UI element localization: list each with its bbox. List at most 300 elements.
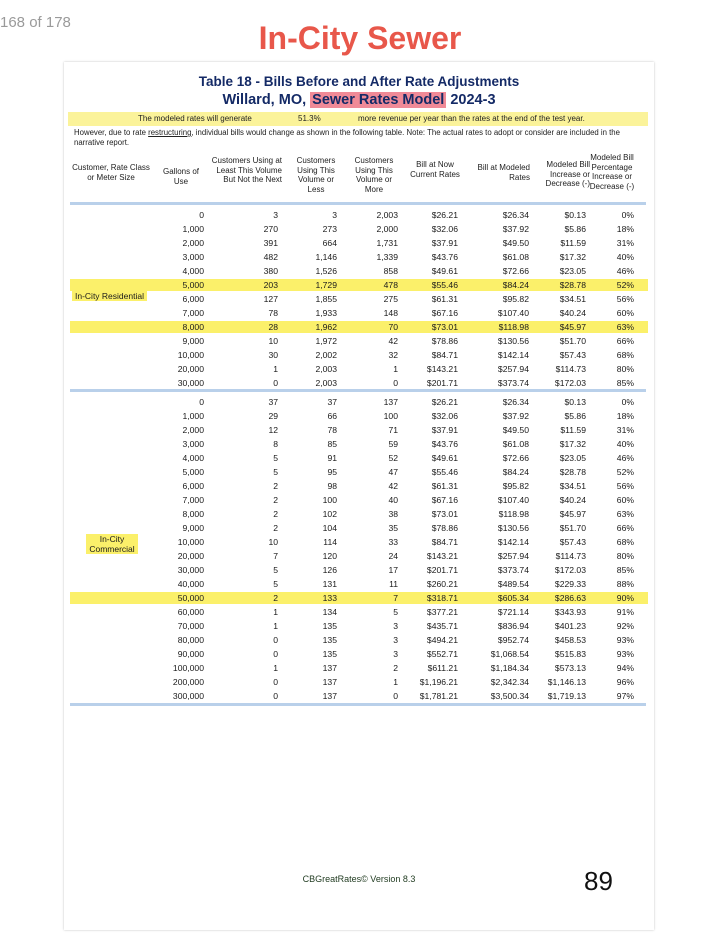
cell-bill-increase: $45.97: [559, 322, 586, 332]
cell-customers-or-less: 104: [322, 523, 337, 533]
cell-gallons: 1,000: [182, 411, 204, 421]
table-row: [64, 647, 654, 661]
cell-bill-increase: $17.32: [559, 252, 586, 262]
cell-customers-or-less: 126: [322, 565, 337, 575]
cell-bill-increase: $573.13: [554, 663, 586, 673]
cell-bill-modeled: $952.74: [497, 635, 529, 645]
cell-gallons: 5,000: [182, 467, 204, 477]
cell-gallons: 0: [199, 397, 204, 407]
cell-customers-or-less: 120: [322, 551, 337, 561]
cell-customers-at-least: 29: [268, 411, 278, 421]
table-row: [64, 306, 654, 320]
cell-bill-percentage: 40%: [616, 439, 634, 449]
cell-customers-or-less: 1,146: [315, 252, 337, 262]
cell-customers-or-more: 38: [388, 509, 398, 519]
cell-gallons: 9,000: [182, 336, 204, 346]
cell-customers-or-less: 1,962: [315, 322, 337, 332]
cell-bill-modeled: $107.40: [497, 308, 529, 318]
cell-bill-current: $1,196.21: [419, 677, 458, 687]
cell-bill-increase: $229.33: [554, 579, 586, 589]
cell-customers-at-least: 0: [273, 378, 278, 388]
cell-bill-modeled: $49.50: [502, 238, 529, 248]
cell-bill-current: $67.16: [431, 308, 458, 318]
cell-bill-increase: $458.53: [554, 635, 586, 645]
cell-gallons: 60,000: [177, 607, 204, 617]
page-heading: In-City Sewer: [258, 20, 462, 56]
header-bill-increase: Modeled Bill Increase or Decrease (-): [545, 160, 590, 189]
cell-bill-percentage: 0%: [621, 210, 634, 220]
cell-customers-at-least: 5: [273, 453, 278, 463]
cell-customers-or-more: 2: [393, 663, 398, 673]
section-label-residential: In-City Residential: [72, 291, 147, 301]
cell-customers-at-least: 1: [273, 364, 278, 374]
cell-bill-percentage: 91%: [616, 607, 634, 617]
cell-bill-current: $67.16: [431, 495, 458, 505]
cell-bill-percentage: 66%: [616, 523, 634, 533]
cell-bill-percentage: 0%: [621, 397, 634, 407]
cell-bill-increase: $17.32: [559, 439, 586, 449]
page-counter: 168 of 178: [0, 14, 71, 31]
cell-customers-or-more: 42: [388, 336, 398, 346]
cell-bill-percentage: 92%: [616, 621, 634, 631]
cell-bill-increase: $0.13: [564, 397, 586, 407]
cell-gallons: 5,000: [182, 280, 204, 290]
cell-customers-or-more: 71: [388, 425, 398, 435]
cell-bill-current: $377.21: [426, 607, 458, 617]
cell-customers-or-less: 100: [322, 495, 337, 505]
cell-bill-modeled: $2,342.34: [490, 677, 529, 687]
cell-bill-current: $49.61: [431, 266, 458, 276]
cell-customers-or-less: 114: [323, 537, 337, 547]
cell-bill-percentage: 93%: [616, 649, 634, 659]
cell-customers-or-more: 1,339: [376, 252, 398, 262]
cell-bill-percentage: 46%: [616, 453, 634, 463]
header-customers-or-less: Customers Using This Volume or Less: [296, 156, 336, 194]
cell-customers-or-more: 2,000: [376, 224, 398, 234]
cell-bill-percentage: 63%: [616, 509, 634, 519]
cell-bill-current: $78.86: [431, 336, 458, 346]
table-subtitle: [64, 92, 654, 108]
cell-bill-percentage: 80%: [616, 364, 634, 374]
table-row: [64, 577, 654, 591]
cell-customers-at-least: 0: [273, 677, 278, 687]
subtitle-prefix: Willard, MO,: [222, 92, 311, 108]
cell-bill-modeled: $107.40: [497, 495, 529, 505]
cell-bill-modeled: $489.54: [497, 579, 529, 589]
cell-gallons: 30,000: [177, 378, 204, 388]
cell-gallons: 9,000: [182, 523, 204, 533]
cell-bill-percentage: 88%: [616, 579, 634, 589]
cell-bill-percentage: 68%: [616, 537, 634, 547]
table-row: [64, 222, 654, 236]
table-row: [64, 264, 654, 278]
cell-customers-or-less: 1,933: [315, 308, 337, 318]
cell-bill-percentage: 60%: [616, 495, 634, 505]
cell-customers-at-least: 1: [273, 621, 278, 631]
cell-customers-or-more: 7: [393, 593, 398, 603]
cell-bill-modeled: $95.82: [502, 481, 529, 491]
header-rate-class: Customer, Rate Class or Meter Size: [72, 163, 150, 182]
cell-bill-increase: $51.70: [559, 523, 586, 533]
cell-bill-increase: $401.23: [554, 621, 586, 631]
table-row: [64, 521, 654, 535]
cell-bill-percentage: 97%: [616, 691, 634, 701]
cell-bill-increase: $286.63: [554, 593, 586, 603]
cell-bill-increase: $23.05: [559, 453, 586, 463]
cell-customers-or-less: 137: [322, 691, 337, 701]
cell-bill-increase: $28.78: [559, 467, 586, 477]
cell-bill-percentage: 85%: [616, 565, 634, 575]
table-title: Table 18 - Bills Before and After Rate Adjustments: [198, 74, 520, 89]
cell-customers-or-more: 858: [383, 266, 398, 276]
cell-bill-current: $49.61: [431, 453, 458, 463]
table-row: [64, 549, 654, 563]
cell-bill-modeled: $118.98: [498, 509, 529, 519]
cell-gallons: 3,000: [182, 252, 204, 262]
cell-bill-percentage: 85%: [616, 378, 634, 388]
cell-customers-at-least: 203: [263, 280, 278, 290]
cell-gallons: 4,000: [182, 266, 204, 276]
table-row: [64, 334, 654, 348]
cell-bill-percentage: 52%: [616, 467, 634, 477]
cell-customers-or-less: 91: [327, 453, 337, 463]
cell-bill-current: $55.46: [431, 467, 458, 477]
cell-bill-current: $61.31: [431, 481, 458, 491]
cell-gallons: 6,000: [182, 481, 204, 491]
cell-bill-increase: $23.05: [559, 266, 586, 276]
cell-customers-at-least: 2: [273, 509, 278, 519]
cell-customers-at-least: 391: [263, 238, 278, 248]
cell-bill-percentage: 93%: [616, 635, 634, 645]
cell-customers-or-less: 2,002: [315, 350, 337, 360]
subtitle-suffix: 2024-3: [446, 92, 496, 108]
cell-bill-current: $260.21: [426, 579, 458, 589]
cell-customers-at-least: 5: [273, 579, 278, 589]
cell-customers-or-less: 85: [327, 439, 337, 449]
cell-bill-current: $84.71: [431, 350, 458, 360]
cell-customers-at-least: 30: [268, 350, 278, 360]
cell-bill-current: $84.71: [431, 537, 458, 547]
cell-customers-at-least: 2: [273, 495, 278, 505]
cell-bill-percentage: 52%: [616, 280, 634, 290]
cell-customers-at-least: 5: [273, 565, 278, 575]
cell-customers-or-more: 0: [393, 378, 398, 388]
cell-bill-modeled: $61.08: [502, 439, 529, 449]
header-customers-or-more: Customers Using This Volume or More: [354, 156, 394, 194]
table-row: [64, 507, 654, 521]
cell-customers-or-more: 33: [388, 537, 398, 547]
cell-gallons: 30,000: [177, 565, 204, 575]
cell-bill-modeled: $37.92: [502, 224, 529, 234]
table-row: [64, 619, 654, 633]
cell-customers-at-least: 0: [273, 691, 278, 701]
table-row: [64, 591, 654, 605]
cell-customers-or-more: 3: [393, 635, 398, 645]
cell-gallons: 6,000: [182, 294, 204, 304]
cell-bill-percentage: 66%: [616, 336, 634, 346]
cell-bill-increase: $34.51: [559, 481, 586, 491]
table-row: [64, 376, 654, 390]
cell-customers-or-less: 137: [322, 663, 337, 673]
cell-customers-or-less: 102: [322, 509, 337, 519]
table-row: [64, 535, 654, 549]
cell-customers-at-least: 2: [273, 593, 278, 603]
cell-bill-modeled: $130.56: [497, 523, 529, 533]
cell-bill-increase: $343.93: [554, 607, 586, 617]
cell-bill-current: $201.71: [426, 565, 458, 575]
cell-bill-modeled: $373.74: [497, 378, 529, 388]
subtitle-highlight: Sewer Rates Model: [312, 92, 445, 108]
cell-customers-or-more: 478: [383, 280, 398, 290]
table-row: [64, 563, 654, 577]
cell-bill-current: $435.71: [426, 621, 458, 631]
cell-bill-modeled: $836.94: [497, 621, 529, 631]
cell-bill-percentage: 56%: [616, 294, 634, 304]
cell-customers-at-least: 2: [273, 481, 278, 491]
modeled-note: [68, 112, 648, 126]
cell-customers-or-less: 134: [322, 607, 337, 617]
cell-bill-current: $494.21: [426, 635, 458, 645]
cell-bill-current: $43.76: [431, 439, 458, 449]
cell-bill-current: $43.76: [431, 252, 458, 262]
table-row: [64, 320, 654, 334]
table-row: [64, 451, 654, 465]
cell-bill-modeled: $1,184.34: [490, 663, 529, 673]
cell-bill-modeled: $118.98: [498, 322, 529, 332]
cell-bill-current: $32.06: [431, 411, 458, 421]
cell-customers-or-more: 1,731: [376, 238, 398, 248]
page-number: 89: [584, 866, 613, 896]
cell-customers-or-less: 2,003: [315, 378, 337, 388]
cell-customers-or-more: 5: [393, 607, 398, 617]
cell-customers-at-least: 28: [268, 322, 278, 332]
cell-bill-percentage: 63%: [616, 322, 634, 332]
cell-bill-modeled: $95.82: [502, 294, 529, 304]
section-label-commercial: In-City Commercial: [86, 534, 138, 554]
cell-bill-modeled: $3,500.34: [490, 691, 529, 701]
cell-bill-current: $1,781.21: [419, 691, 458, 701]
cell-bill-modeled: $84.24: [502, 467, 529, 477]
cell-bill-increase: $515.83: [554, 649, 586, 659]
cell-customers-or-less: 3: [332, 210, 337, 220]
cell-customers-at-least: 37: [268, 397, 278, 407]
cell-bill-increase: $5.86: [564, 224, 586, 234]
table-row: [64, 465, 654, 479]
cell-gallons: 8,000: [182, 509, 204, 519]
table-row: [64, 348, 654, 362]
table-row: [64, 437, 654, 451]
cell-bill-increase: $1,146.13: [547, 677, 586, 687]
header-bill-modeled: Bill at Modeled Rates: [477, 163, 530, 182]
cell-customers-at-least: 270: [263, 224, 278, 234]
cell-bill-modeled: $142.14: [497, 350, 529, 360]
cell-bill-modeled: $605.34: [497, 593, 529, 603]
cell-customers-or-less: 66: [327, 411, 337, 421]
footer-version: CBGreatRates© Version 8.3: [302, 874, 416, 884]
cell-bill-increase: $51.70: [559, 336, 586, 346]
cell-bill-current: $37.91: [431, 238, 458, 248]
cell-customers-or-more: 52: [388, 453, 398, 463]
cell-bill-current: $201.71: [426, 378, 458, 388]
cell-customers-at-least: 12: [268, 425, 278, 435]
cell-customers-or-less: 1,526: [315, 266, 337, 276]
cell-customers-at-least: 0: [273, 649, 278, 659]
cell-customers-at-least: 1: [273, 607, 278, 617]
cell-gallons: 7,000: [182, 308, 204, 318]
table-row: [64, 236, 654, 250]
cell-customers-or-more: 70: [388, 322, 398, 332]
cell-bill-percentage: 90%: [616, 593, 634, 603]
cell-gallons: 90,000: [177, 649, 204, 659]
cell-customers-or-more: 1: [393, 364, 398, 374]
restructuring-note: [74, 128, 634, 148]
cell-bill-increase: $11.59: [560, 238, 586, 248]
cell-gallons: 100,000: [172, 663, 204, 673]
cell-customers-or-more: 40: [388, 495, 398, 505]
cell-customers-or-less: 1,972: [315, 336, 337, 346]
cell-bill-modeled: $257.94: [497, 364, 529, 374]
cell-customers-at-least: 5: [273, 467, 278, 477]
cell-bill-current: $143.21: [426, 551, 458, 561]
cell-gallons: 4,000: [182, 453, 204, 463]
cell-customers-or-more: 0: [393, 691, 398, 701]
table-row: [64, 250, 654, 264]
cell-customers-or-more: 35: [388, 523, 398, 533]
cell-customers-or-more: 17: [388, 565, 398, 575]
header-gallons: Gallons of Use: [162, 167, 200, 186]
cell-bill-percentage: 80%: [616, 551, 634, 561]
cell-customers-at-least: 10: [268, 537, 278, 547]
cell-bill-percentage: 56%: [616, 481, 634, 491]
cell-bill-current: $37.91: [431, 425, 458, 435]
table-row: [64, 605, 654, 619]
cell-bill-modeled: $142.14: [497, 537, 529, 547]
cell-gallons: 0: [199, 210, 204, 220]
section-divider: [70, 202, 646, 205]
cell-customers-or-less: 135: [322, 635, 337, 645]
cell-customers-or-more: 47: [388, 467, 398, 477]
cell-bill-increase: $0.13: [564, 210, 586, 220]
however-part1: However, due to rate: [74, 128, 149, 137]
modeled-note-percent: 51.3%: [298, 114, 321, 123]
cell-customers-at-least: 8: [273, 439, 278, 449]
cell-customers-or-less: 664: [322, 238, 337, 248]
cell-gallons: 7,000: [182, 495, 204, 505]
cell-customers-or-more: 59: [388, 439, 398, 449]
table-row: [64, 675, 654, 689]
however-part2: , individual bills would change as shown in the following table. Note: The actual rates to adopt or consider are included in the narrative report.: [74, 128, 620, 147]
cell-bill-current: $61.31: [431, 294, 458, 304]
table-row: [64, 423, 654, 437]
cell-customers-at-least: 127: [263, 294, 278, 304]
cell-bill-current: $32.06: [431, 224, 458, 234]
cell-bill-current: $78.86: [431, 523, 458, 533]
cell-bill-increase: $34.51: [559, 294, 586, 304]
cell-customers-at-least: 7: [273, 551, 278, 561]
cell-gallons: 10,000: [177, 350, 204, 360]
cell-bill-modeled: $257.94: [497, 551, 529, 561]
cell-bill-current: $26.21: [431, 210, 458, 220]
cell-customers-at-least: 1: [273, 663, 278, 673]
cell-bill-increase: $172.03: [554, 378, 586, 388]
cell-bill-percentage: 94%: [616, 663, 634, 673]
cell-bill-increase: $45.97: [559, 509, 586, 519]
cell-customers-at-least: 3: [273, 210, 278, 220]
cell-gallons: 50,000: [177, 593, 204, 603]
table-row: [64, 409, 654, 423]
section-divider: [70, 703, 646, 706]
table-row: [64, 661, 654, 675]
cell-customers-or-more: 42: [388, 481, 398, 491]
table-row: [64, 278, 654, 292]
cell-customers-or-less: 95: [327, 467, 337, 477]
cell-gallons: 200,000: [172, 677, 204, 687]
cell-bill-percentage: 40%: [616, 252, 634, 262]
cell-bill-increase: $57.43: [559, 537, 586, 547]
restructuring-word: restructuring: [148, 128, 192, 137]
table-row: [64, 479, 654, 493]
cell-bill-percentage: 60%: [616, 308, 634, 318]
table-row: [64, 362, 654, 376]
cell-gallons: 70,000: [177, 621, 204, 631]
cell-customers-or-less: 1,729: [315, 280, 337, 290]
cell-customers-or-less: 98: [327, 481, 337, 491]
cell-gallons: 2,000: [182, 425, 204, 435]
cell-bill-modeled: $72.66: [502, 453, 529, 463]
cell-customers-or-more: 100: [383, 411, 398, 421]
cell-customers-at-least: 78: [268, 308, 278, 318]
cell-gallons: 10,000: [177, 537, 204, 547]
cell-bill-modeled: $1,068.54: [490, 649, 529, 659]
table-row: [64, 208, 654, 222]
cell-bill-current: $611.21: [427, 663, 458, 673]
cell-bill-percentage: 18%: [616, 224, 634, 234]
cell-bill-current: $552.71: [426, 649, 458, 659]
cell-gallons: 3,000: [182, 439, 204, 449]
cell-gallons: 300,000: [172, 691, 204, 701]
cell-bill-current: $26.21: [431, 397, 458, 407]
cell-bill-increase: $40.24: [559, 308, 586, 318]
table-row: [64, 633, 654, 647]
cell-customers-or-less: 131: [322, 579, 337, 589]
cell-bill-modeled: $61.08: [502, 252, 529, 262]
cell-customers-at-least: 0: [273, 635, 278, 645]
cell-bill-modeled: $84.24: [502, 280, 529, 290]
cell-customers-at-least: 2: [273, 523, 278, 533]
cell-bill-modeled: $721.14: [497, 607, 529, 617]
cell-bill-increase: $1,719.13: [547, 691, 586, 701]
header-bill-percentage: Modeled Bill Percentage Increase or Decrease (-): [589, 153, 635, 191]
cell-gallons: 40,000: [177, 579, 204, 589]
cell-bill-modeled: $130.56: [497, 336, 529, 346]
cell-customers-or-more: 137: [383, 397, 398, 407]
cell-bill-modeled: $49.50: [502, 425, 529, 435]
cell-customers-or-less: 137: [322, 677, 337, 687]
table-row: [64, 689, 654, 703]
table-row: [64, 395, 654, 409]
cell-bill-modeled: $373.74: [497, 565, 529, 575]
cell-customers-or-more: 1: [393, 677, 398, 687]
cell-bill-percentage: 18%: [616, 411, 634, 421]
header-customers-at-least: Customers Using at Least This Volume But Not the Next: [211, 156, 282, 185]
cell-gallons: 8,000: [182, 322, 204, 332]
cell-customers-or-more: 3: [393, 621, 398, 631]
cell-bill-increase: $5.86: [564, 411, 586, 421]
cell-gallons: 20,000: [177, 364, 204, 374]
cell-customers-or-less: 78: [327, 425, 337, 435]
cell-bill-current: $318.71: [426, 593, 458, 603]
cell-customers-or-more: 275: [383, 294, 398, 304]
